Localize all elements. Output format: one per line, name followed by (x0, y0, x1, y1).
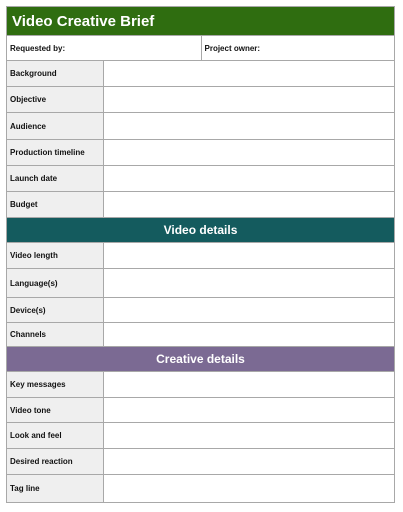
budget-value-cell[interactable] (104, 192, 395, 218)
desired-reaction-value-cell[interactable] (104, 449, 395, 475)
field-label: Video tone (7, 398, 104, 423)
header-fields-row (7, 36, 395, 61)
requested-by-field[interactable]: Requested by: (7, 36, 202, 61)
video-length-value-cell[interactable] (104, 243, 395, 269)
field-label: Video length (7, 243, 104, 269)
form-row-audience (7, 113, 395, 140)
form-row-background (7, 61, 395, 87)
video-tone-value-cell[interactable] (104, 398, 395, 423)
field-label: Budget (7, 192, 104, 218)
creative-details-header: Creative details (7, 347, 395, 372)
video-creative-brief-form (6, 6, 395, 503)
launch-date-value-cell[interactable] (104, 166, 395, 192)
form-row-channels (7, 323, 395, 347)
devices-value-cell[interactable] (104, 298, 395, 323)
field-label: Objective (7, 87, 104, 113)
form-row-desired-reaction (7, 449, 395, 475)
objective-value-cell[interactable] (104, 87, 395, 113)
form-row-budget (7, 192, 395, 218)
form-row-objective (7, 87, 395, 113)
form-row-devices (7, 298, 395, 323)
field-label: Background (7, 61, 104, 87)
field-label: Key messages (7, 372, 104, 398)
field-label: Device(s) (7, 298, 104, 323)
form-row-video-tone (7, 398, 395, 423)
form-row-video-length (7, 243, 395, 269)
background-value-cell[interactable] (104, 61, 395, 87)
field-label: Desired reaction (7, 449, 104, 475)
brief-title: Video Creative Brief (7, 7, 395, 36)
audience-value-cell[interactable] (104, 113, 395, 140)
form-row-key-messages (7, 372, 395, 398)
video-details-header: Video details (7, 218, 395, 243)
field-label: Look and feel (7, 423, 104, 449)
project-owner-field[interactable]: Project owner: (202, 36, 396, 61)
form-row-tag-line (7, 475, 395, 503)
field-label: Production timeline (7, 140, 104, 166)
key-messages-value-cell[interactable] (104, 372, 395, 398)
field-label: Audience (7, 113, 104, 140)
tag-line-value-cell[interactable] (104, 475, 395, 503)
form-row-look-and-feel (7, 423, 395, 449)
languages-value-cell[interactable] (104, 269, 395, 298)
production-timeline-value-cell[interactable] (104, 140, 395, 166)
field-label: Tag line (7, 475, 104, 503)
channels-value-cell[interactable] (104, 323, 395, 347)
form-row-languages (7, 269, 395, 298)
field-label: Language(s) (7, 269, 104, 298)
form-row-production-timeline (7, 140, 395, 166)
look-and-feel-value-cell[interactable] (104, 423, 395, 449)
field-label: Launch date (7, 166, 104, 192)
field-label: Channels (7, 323, 104, 347)
form-row-launch-date (7, 166, 395, 192)
